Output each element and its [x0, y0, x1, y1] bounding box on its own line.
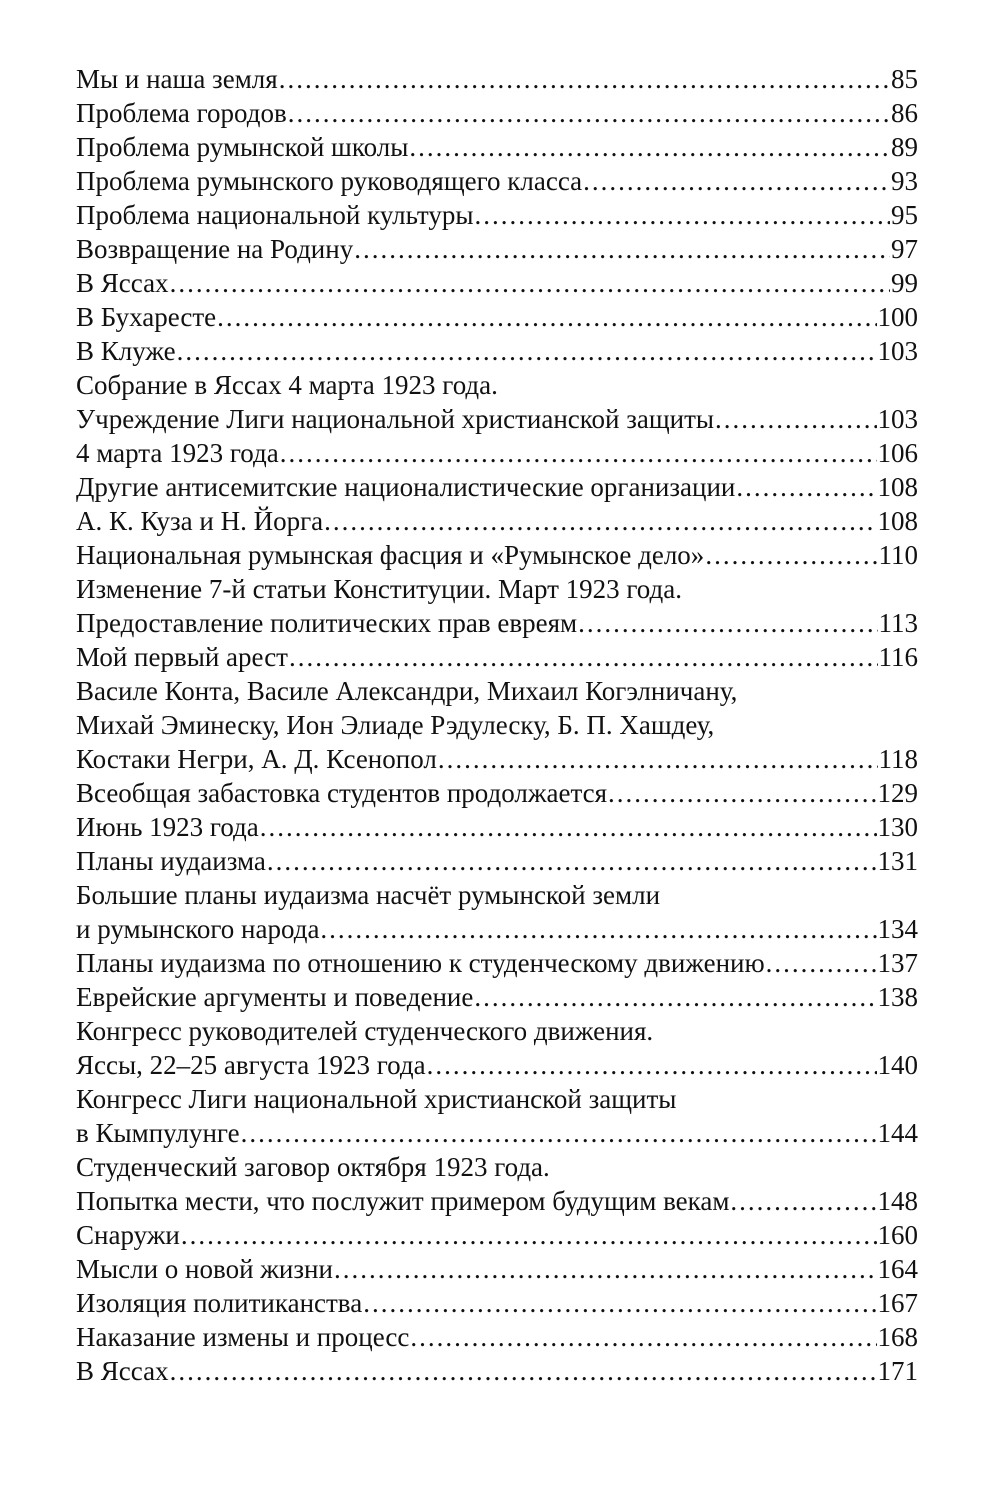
- toc-entry: [76, 1048, 918, 1082]
- toc-page-number: 140: [877, 1050, 918, 1080]
- toc-entry-title: В Бухаресте: [76, 302, 217, 332]
- toc-dot-leader: [583, 164, 890, 198]
- toc-entry-title: Другие антисемитские националистические организации: [76, 472, 736, 502]
- toc-page-number: 171: [877, 1356, 918, 1386]
- toc-entry: [76, 776, 918, 810]
- toc-dot-leader: [217, 300, 876, 334]
- toc-dot-leader: [410, 1320, 876, 1354]
- toc-entry: [76, 164, 918, 198]
- toc-page-number: 85: [891, 64, 918, 94]
- toc-entry-title: Изоляция политиканства: [76, 1288, 363, 1318]
- toc-entry-title: Возвращение на Родину: [76, 234, 354, 264]
- toc-page-number: 103: [877, 336, 918, 366]
- toc-page-number: 129: [877, 778, 918, 808]
- toc-page-number: 160: [877, 1220, 918, 1250]
- toc-entry-title: Попытка мести, что послужит примером будущим векам: [76, 1186, 730, 1216]
- toc-entry-title: Михай Эминеску, Ион Элиаде Рэдулеску, Б. П. Хашдеу,: [76, 710, 715, 740]
- toc-entry-title: Василе Конта, Василе Александри, Михаил Когэлничану,: [76, 676, 738, 706]
- toc-entry: [76, 504, 918, 538]
- toc-entry: [76, 198, 918, 232]
- toc-entry-title: Собрание в Яссах 4 марта 1923 года.: [76, 370, 498, 400]
- toc-entry: [76, 606, 918, 640]
- toc-dot-leader: [438, 742, 878, 776]
- toc-entry-title: Яссы, 22–25 августа 1923 года: [76, 1050, 426, 1080]
- toc-page-number: 103: [877, 404, 918, 434]
- toc-entry: [76, 1218, 918, 1252]
- toc-dot-leader: [608, 776, 877, 810]
- toc-page-number: 108: [877, 472, 918, 502]
- toc-dot-leader: [363, 1286, 876, 1320]
- toc-entry-title: Мысли о новой жизни: [76, 1254, 333, 1284]
- toc-entry: [76, 368, 918, 402]
- toc-page-number: 168: [877, 1322, 918, 1352]
- toc-entry-title: Планы иудаизма: [76, 846, 266, 876]
- toc-dot-leader: [766, 946, 877, 980]
- toc-entry: [76, 300, 918, 334]
- toc-dot-leader: [427, 1048, 877, 1082]
- toc-page-number: 138: [877, 982, 918, 1012]
- toc-entry-title: Учреждение Лиги национальной христианской защиты: [76, 404, 715, 434]
- toc-page-number: 118: [878, 744, 918, 774]
- toc-page-number: 106: [877, 438, 918, 468]
- toc-entry-title: Наказание измены и процесс: [76, 1322, 410, 1352]
- toc-dot-leader: [260, 810, 877, 844]
- toc-entry: [76, 1082, 918, 1116]
- toc-dot-leader: [354, 232, 890, 266]
- toc-entry: [76, 810, 918, 844]
- toc-entry-title: А. К. Куза и Н. Йорга: [76, 506, 324, 536]
- toc-dot-leader: [267, 844, 877, 878]
- toc-dot-leader: [280, 436, 877, 470]
- toc-entry: [76, 538, 918, 572]
- toc-page-number: 164: [877, 1254, 918, 1284]
- toc-entry-title: Конгресс Лиги национальной христианской защиты: [76, 1084, 677, 1114]
- toc-page-number: 86: [891, 98, 918, 128]
- toc-entry-title: Проблема национальной культуры: [76, 200, 474, 230]
- toc-dot-leader: [730, 1184, 876, 1218]
- toc-entry: [76, 1354, 918, 1388]
- toc-entry: [76, 1252, 918, 1286]
- toc-entry: [76, 1150, 918, 1184]
- toc-dot-leader: [715, 402, 876, 436]
- toc-entry-title: и румынского народа: [76, 914, 320, 944]
- toc-entry: [76, 130, 918, 164]
- toc-entry-title: Проблема городов: [76, 98, 287, 128]
- toc-entry: [76, 1286, 918, 1320]
- toc-entry-title: 4 марта 1923 года: [76, 438, 279, 468]
- toc-entry-title: Планы иудаизма по отношению к студенческому движению: [76, 948, 765, 978]
- toc-page-number: 116: [878, 642, 918, 672]
- toc-dot-leader: [320, 912, 876, 946]
- toc-page-number: 130: [877, 812, 918, 842]
- toc-entry: [76, 334, 918, 368]
- toc-entry: [76, 742, 918, 776]
- toc-entry: [76, 96, 918, 130]
- toc-entry: [76, 946, 918, 980]
- toc-page-number: 113: [878, 608, 918, 638]
- toc-dot-leader: [177, 334, 877, 368]
- toc-page-number: 134: [877, 914, 918, 944]
- toc-entry: [76, 640, 918, 674]
- toc-dot-leader: [289, 640, 878, 674]
- toc-dot-leader: [705, 538, 877, 572]
- toc-entry: [76, 1014, 918, 1048]
- toc-page-number: 99: [891, 268, 918, 298]
- toc-dot-leader: [736, 470, 876, 504]
- toc-entry: [76, 1184, 918, 1218]
- toc-entry-title: Изменение 7-й статьи Конституции. Март 1923 года.: [76, 574, 682, 604]
- toc-page-number: 137: [877, 948, 918, 978]
- toc-page-number: 108: [877, 506, 918, 536]
- toc-entry-title: Всеобщая забастовка студентов продолжается: [76, 778, 607, 808]
- toc-page-number: 167: [877, 1288, 918, 1318]
- toc-page-number: 100: [877, 302, 918, 332]
- toc-entry-title: в Кымпулунге: [76, 1118, 240, 1148]
- toc-dot-leader: [324, 504, 876, 538]
- toc-entry-title: Конгресс руководителей студенческого движения.: [76, 1016, 654, 1046]
- toc-entry: [76, 674, 918, 708]
- toc-entry-title: Предоставление политических прав евреям: [76, 608, 578, 638]
- toc-entry: [76, 980, 918, 1014]
- toc-page-number: 97: [891, 234, 918, 264]
- toc-entry: [76, 708, 918, 742]
- toc-entry-title: Мы и наша земля: [76, 64, 278, 94]
- toc-entry: [76, 572, 918, 606]
- toc-entry-title: Июнь 1923 года: [76, 812, 259, 842]
- toc-entry-title: Мой первый арест: [76, 642, 288, 672]
- toc-entry: [76, 402, 918, 436]
- toc-entry-title: Костаки Негри, А. Д. Ксенопол: [76, 744, 437, 774]
- toc-entry-title: Национальная румынская фасция и «Румынское дело»: [76, 540, 705, 570]
- toc-entry: [76, 878, 918, 912]
- toc-page-number: 110: [878, 540, 918, 570]
- table-of-contents: [76, 62, 918, 1388]
- toc-entry: [76, 266, 918, 300]
- toc-page-number: 93: [891, 166, 918, 196]
- toc-page-number: 131: [877, 846, 918, 876]
- toc-entry-title: Студенческий заговор октября 1923 года.: [76, 1152, 550, 1182]
- toc-page-number: 144: [877, 1118, 918, 1148]
- toc-entry-title: Снаружи: [76, 1220, 180, 1250]
- toc-entry: [76, 844, 918, 878]
- toc-entry-title: Проблема румынской школы: [76, 132, 409, 162]
- toc-page-number: 148: [877, 1186, 918, 1216]
- toc-entry-title: Большие планы иудаизма насчёт румынской земли: [76, 880, 661, 910]
- toc-dot-leader: [288, 96, 890, 130]
- toc-entry: [76, 232, 918, 266]
- toc-entry-title: В Клуже: [76, 336, 176, 366]
- toc-entry: [76, 436, 918, 470]
- toc-entry-title: В Яссах: [76, 268, 169, 298]
- toc-dot-leader: [474, 980, 876, 1014]
- toc-entry: [76, 470, 918, 504]
- toc-dot-leader: [279, 62, 890, 96]
- toc-page-number: 89: [891, 132, 918, 162]
- toc-dot-leader: [334, 1252, 877, 1286]
- toc-dot-leader: [241, 1116, 877, 1150]
- toc-entry-title: В Яссах: [76, 1356, 169, 1386]
- toc-dot-leader: [170, 1354, 877, 1388]
- toc-dot-leader: [170, 266, 890, 300]
- toc-dot-leader: [409, 130, 890, 164]
- toc-entry: [76, 912, 918, 946]
- toc-entry: [76, 62, 918, 96]
- toc-page-number: 95: [891, 200, 918, 230]
- toc-dot-leader: [181, 1218, 877, 1252]
- toc-entry: [76, 1116, 918, 1150]
- toc-dot-leader: [578, 606, 877, 640]
- toc-dot-leader: [475, 198, 891, 232]
- toc-entry: [76, 1320, 918, 1354]
- toc-entry-title: Проблема румынского руководящего класса: [76, 166, 583, 196]
- toc-entry-title: Еврейские аргументы и поведение: [76, 982, 474, 1012]
